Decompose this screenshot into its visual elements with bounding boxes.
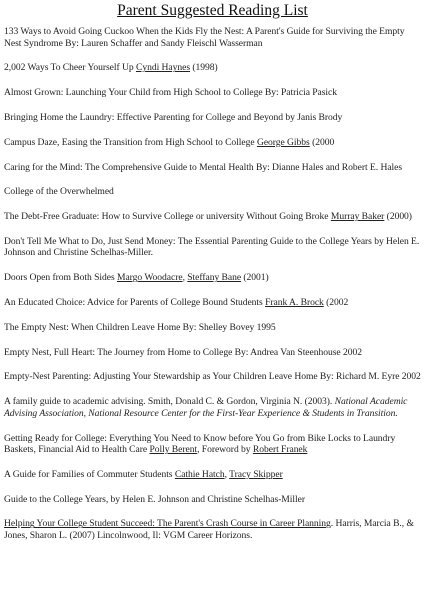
list-item <box>4 211 421 223</box>
list-item <box>4 518 421 541</box>
entry-text: (2002 <box>323 297 349 308</box>
list-item <box>4 494 421 506</box>
underlined-text: Frank A. Brock <box>265 297 324 308</box>
entry-text: An Educated Choice: Advice for Parents of College Bound Students <box>4 297 266 308</box>
document-page <box>0 2 425 608</box>
list-item <box>4 396 421 419</box>
entry-text: Doors Open from Both Sides <box>4 272 117 284</box>
list-item <box>4 469 421 481</box>
underlined-text: Murray Baker <box>330 211 385 223</box>
underlined-text: Polly Berent <box>149 444 198 456</box>
list-item <box>4 186 421 198</box>
page-title: Parent Suggested Reading List <box>117 2 308 19</box>
entry-text: 2,002 Ways To Cheer Yourself Up <box>4 62 136 74</box>
list-item <box>4 272 421 284</box>
underlined-text: Cyndi Haynes <box>135 62 191 74</box>
entry-text: 133 Ways to Avoid Going Cuckoo When the Kids Fly the Nest: A Parent's Guide for Surviving the Empty Nest Syndrome By: Lauren Schaffer and Sandy Fleischl Wasserman <box>4 26 405 49</box>
entry-text: Getting Ready for College: Everything You Need to Know before You Go from Bike Locks to Laundry Baskets, Financial Aid to Health Care <box>4 432 396 456</box>
list-item <box>4 347 421 359</box>
entry-text: Guide to the College Years, by Helen E. Johnson and Christine Schelhas-Miller <box>4 493 305 505</box>
italic-text: National Academic Advising Association, National Resource Center for the First-Year Experience & Students in Transition. <box>4 396 408 419</box>
list-item <box>4 433 421 456</box>
underlined-text: Robert Franek <box>252 444 308 456</box>
list-item <box>4 26 421 49</box>
list-item <box>4 322 421 334</box>
list-item <box>4 137 421 149</box>
list-item <box>4 62 421 74</box>
entry-text: . Harris, Marcia B., & Jones, Sharon L. (2007) Lincolnwood, Il: VGM Career Horizons. <box>4 518 414 542</box>
entry-text: , <box>182 272 188 284</box>
entry-text: A Guide for Families of Commuter Students <box>4 468 175 480</box>
entry-text: , <box>224 468 230 480</box>
entry-text: , Foreword by <box>197 444 253 456</box>
list-item <box>4 371 421 383</box>
entry-text: Empty-Nest Parenting: Adjusting Your Stewardship as Your Children Leave Home By: Richard M. Eyre 2002 <box>4 371 421 383</box>
underlined-text: Cathie Hatch <box>174 468 225 480</box>
entry-text: Campus Daze, Easing the Transition from High School to College <box>4 136 257 148</box>
entry-text: (2001) <box>241 272 269 284</box>
list-item <box>4 87 421 99</box>
entry-text: The Empty Nest: When Children Leave Home By: Shelley Bovey 1995 <box>4 321 276 333</box>
entry-text: (2000) <box>384 211 412 223</box>
underlined-text: Tracy Skipper <box>229 468 283 480</box>
underlined-text: Margo Woodacre <box>116 272 183 284</box>
entry-text: (2000 <box>309 136 335 148</box>
entry-text: Empty Nest, Full Heart: The Journey from Home to College By: Andrea Van Steenhouse 2002 <box>4 346 362 358</box>
underlined-text: Steffany Bane <box>187 272 242 284</box>
underlined-text: Helping Your College Student Succeed: The Parent's Crash Course in Career Planning <box>4 518 331 530</box>
list-item <box>4 236 421 259</box>
entry-text: Don't Tell Me What to Do, Just Send Money: The Essential Parenting Guide to the College Years by Helen E. Johnson and Christine Schelhas-Miller. <box>4 235 420 259</box>
entry-text: Almost Grown: Launching Your Child from High School to College By: Patricia Pasick <box>4 87 337 99</box>
entry-text: A family guide to academic advising. Smith, Donald C. & Gordon, Virginia N. (2003). <box>4 396 335 408</box>
entry-text: Caring for the Mind: The Comprehensive Guide to Mental Health By: Dianne Hales and Robert E. Hales <box>4 161 403 173</box>
reading-list <box>4 26 421 542</box>
list-item <box>4 112 421 124</box>
entry-text: The Debt-Free Graduate: How to Survive College or university Without Going Broke <box>4 211 331 223</box>
entry-text: Bringing Home the Laundry: Effective Parenting for College and Beyond by Janis Brody <box>4 111 343 123</box>
entry-text: College of the Overwhelmed <box>4 186 114 198</box>
list-item <box>4 162 421 174</box>
underlined-text: George Gibbs <box>256 136 310 148</box>
list-item <box>4 297 421 309</box>
entry-text: (1998) <box>190 62 218 74</box>
